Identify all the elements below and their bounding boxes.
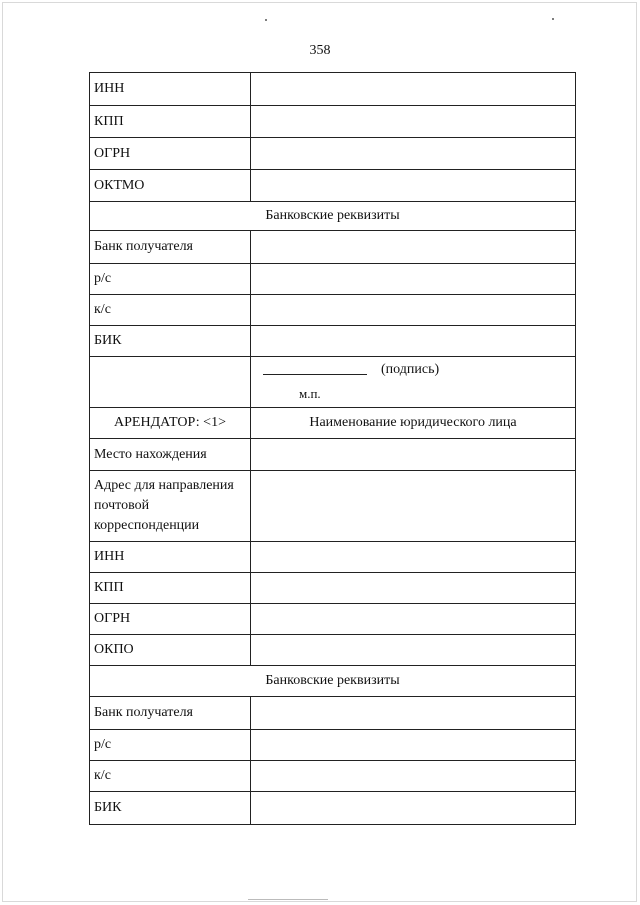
row-label: ИНН bbox=[90, 73, 251, 106]
bank-section-heading: Банковские реквизиты bbox=[90, 202, 576, 231]
row-label: ОГРН bbox=[90, 138, 251, 170]
row-label: ОГРН bbox=[90, 604, 251, 635]
row-label: ОКТМО bbox=[90, 170, 251, 202]
section-heading-row bbox=[90, 202, 576, 231]
table-row bbox=[90, 697, 576, 730]
row-label: БИК bbox=[90, 792, 251, 825]
row-label: БИК bbox=[90, 326, 251, 357]
signature-row bbox=[90, 357, 576, 408]
signature-cell bbox=[251, 357, 576, 408]
table-row bbox=[90, 439, 576, 471]
legal-entity-name-caption: Наименование юридического лица bbox=[251, 408, 576, 439]
table-row bbox=[90, 138, 576, 170]
signature-caption: (подпись) bbox=[381, 362, 440, 377]
scan-speck bbox=[552, 18, 554, 20]
row-value-field[interactable] bbox=[251, 73, 576, 106]
row-value-field[interactable] bbox=[251, 542, 576, 573]
row-value-field[interactable] bbox=[251, 573, 576, 604]
table-row bbox=[90, 106, 576, 138]
row-value-field[interactable] bbox=[251, 295, 576, 326]
table-row bbox=[90, 730, 576, 761]
table-row bbox=[90, 604, 576, 635]
row-value-field[interactable] bbox=[251, 792, 576, 825]
row-label: к/с bbox=[90, 295, 251, 326]
row-value-field[interactable] bbox=[251, 138, 576, 170]
scan-speck bbox=[265, 19, 267, 21]
tenant-label: АРЕНДАТОР: <1> bbox=[90, 408, 251, 439]
row-label: Место нахождения bbox=[90, 439, 251, 471]
row-label: Банк получателя bbox=[90, 697, 251, 730]
page-edge-mark bbox=[248, 899, 328, 900]
row-label: КПП bbox=[90, 573, 251, 604]
table-row bbox=[90, 471, 576, 542]
row-label: ОКПО bbox=[90, 635, 251, 666]
row-label: Адрес для направления почтовой корреспонденции bbox=[90, 471, 251, 542]
table-row bbox=[90, 231, 576, 264]
row-value-field[interactable] bbox=[251, 471, 576, 542]
row-label: Банк получателя bbox=[90, 231, 251, 264]
stamp-place-label: м.п. bbox=[299, 386, 321, 401]
requisites-table bbox=[89, 72, 576, 825]
table-row bbox=[90, 761, 576, 792]
page-number: 358 bbox=[309, 43, 331, 58]
table-row bbox=[90, 170, 576, 202]
table-row bbox=[90, 326, 576, 357]
table-row bbox=[90, 573, 576, 604]
row-value-field[interactable] bbox=[251, 604, 576, 635]
bank-section-heading: Банковские реквизиты bbox=[90, 666, 576, 697]
table-row bbox=[90, 73, 576, 106]
row-value-field[interactable] bbox=[251, 730, 576, 761]
row-value-field[interactable] bbox=[251, 326, 576, 357]
signature-line[interactable] bbox=[263, 374, 367, 375]
row-value-field[interactable] bbox=[251, 231, 576, 264]
table-row bbox=[90, 635, 576, 666]
row-value-field[interactable] bbox=[251, 264, 576, 295]
tenant-heading-row bbox=[90, 408, 576, 439]
row-value-field[interactable] bbox=[251, 106, 576, 138]
row-label: р/с bbox=[90, 730, 251, 761]
section-heading-row bbox=[90, 666, 576, 697]
empty-cell bbox=[90, 357, 251, 408]
table-row bbox=[90, 542, 576, 573]
row-label: р/с bbox=[90, 264, 251, 295]
row-label: к/с bbox=[90, 761, 251, 792]
table-row bbox=[90, 295, 576, 326]
row-value-field[interactable] bbox=[251, 635, 576, 666]
table-row bbox=[90, 264, 576, 295]
row-label: ИНН bbox=[90, 542, 251, 573]
row-value-field[interactable] bbox=[251, 439, 576, 471]
row-value-field[interactable] bbox=[251, 697, 576, 730]
table-row bbox=[90, 792, 576, 825]
row-value-field[interactable] bbox=[251, 761, 576, 792]
row-label: КПП bbox=[90, 106, 251, 138]
row-value-field[interactable] bbox=[251, 170, 576, 202]
